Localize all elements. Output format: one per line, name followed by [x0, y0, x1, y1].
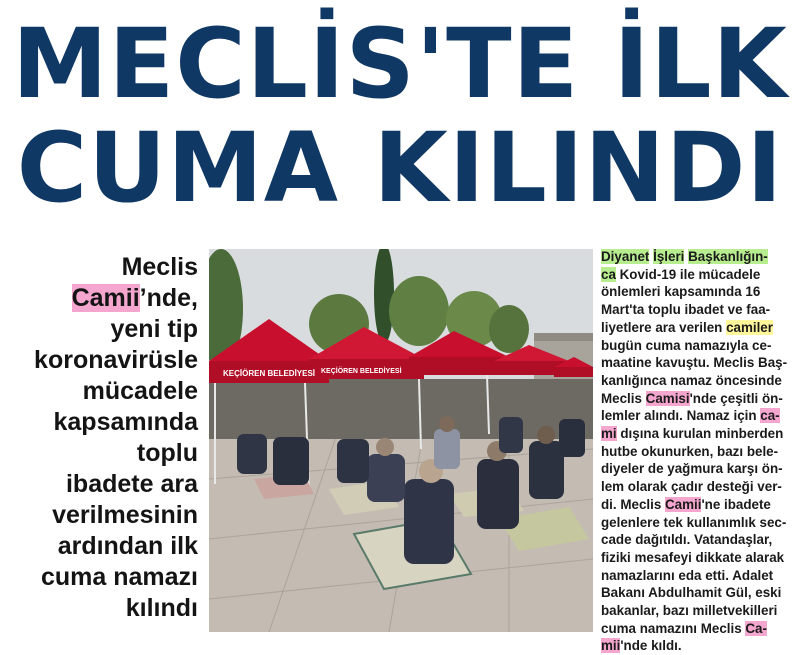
- highlight-ca: Ca-: [745, 620, 767, 636]
- highlight-mi: mi: [601, 426, 617, 442]
- tent-banner-text: KEÇİÖREN BELEDİYESİ: [321, 368, 402, 375]
- body-line: di. Meclis Camii'ne ibadete: [601, 496, 771, 512]
- body-line: Bakanı Abdulhamit Gül, eski: [601, 585, 782, 601]
- body-line: bakanlar, bazı milletvekilleri: [601, 603, 778, 619]
- prayer-scene-illustration: [209, 249, 593, 632]
- spot-line: ardından ilk: [57, 532, 198, 560]
- highlight-isleri: İşleri: [653, 249, 685, 264]
- body-line: bugün cuma namazıyla ce-: [601, 337, 772, 353]
- spot-line: cuma namazı: [40, 563, 198, 591]
- spot-line: yeni tip: [110, 315, 198, 343]
- spot-line-suffix: ’nde,: [139, 284, 198, 312]
- body-line: [601, 248, 797, 266]
- spot-line: ibadete ara: [65, 470, 198, 498]
- body-line: hutbe okunurken, bazı bele-: [601, 443, 779, 459]
- spot-line: Meclis: [121, 253, 198, 281]
- body-line: maatine kavuştu. Meclis Baş-: [601, 355, 788, 371]
- body-line: cade dağıtıldı. Vatandaşlar,: [601, 532, 773, 548]
- article-body: [601, 248, 797, 654]
- body-line: liyetlere ara verilen camiler: [601, 319, 773, 335]
- body-line: Mart'ta toplu ibadet ve faa-: [601, 302, 771, 318]
- body-line: cuma namazını Meclis Ca-: [601, 620, 767, 636]
- highlight-camii: Camii: [71, 284, 140, 312]
- body-line: Meclis Camisi'nde çeşitli ön-: [601, 390, 783, 406]
- headline-line-2: CUMA KILINDI: [16, 112, 784, 224]
- body-line: fiziki mesafeyi dikkate alarak: [601, 549, 785, 565]
- body-line: önlemleri kapsamında 16: [601, 284, 761, 300]
- body-line: namazlarını eda etti. Adalet: [601, 567, 774, 583]
- highlight-mii: mii: [601, 638, 621, 654]
- body-line: mii'nde kıldı.: [601, 638, 682, 654]
- spot-text: [10, 252, 198, 632]
- spot-line: toplu: [136, 439, 198, 467]
- body-line: ca Kovid-19 ile mücadele: [601, 266, 761, 282]
- body-line: diyeler de yağmura karşı ön-: [601, 461, 783, 477]
- body-line: lem olarak çadır desteği ver-: [601, 479, 782, 495]
- body-line: gelenlere tek kullanımlık sec-: [601, 514, 787, 530]
- highlight-camisi: Camisi: [645, 390, 690, 406]
- spot-line: verilmesinin: [52, 501, 198, 529]
- highlight-baskanligin: Başkanlığın-: [688, 249, 768, 264]
- body-line: mi dışına kurulan minberden: [601, 426, 784, 442]
- news-photo: [209, 249, 593, 632]
- spot-line: [10, 283, 198, 314]
- body-line: kanlığınca namaz öncesinde: [601, 372, 782, 388]
- highlight-ca: ca-: [760, 408, 780, 424]
- spot-line: kılındı: [125, 594, 198, 622]
- spot-line: kapsamında: [53, 408, 198, 436]
- highlight-camiler: camiler: [726, 319, 773, 335]
- headline-line-1: MECLİS'TE İLK: [12, 8, 788, 120]
- body-line: lemler alındı. Namaz için ca-: [601, 408, 780, 424]
- spot-line: koronavirüsle: [34, 346, 198, 374]
- highlight-ca: ca: [601, 266, 616, 282]
- highlight-camii: Camii: [665, 496, 702, 512]
- spot-line: mücadele: [82, 377, 198, 405]
- headline: [0, 0, 800, 232]
- highlight-diyanet: Diyanet: [601, 249, 650, 264]
- tent-banner-text: KEÇİÖREN BELEDİYESİ: [223, 369, 316, 378]
